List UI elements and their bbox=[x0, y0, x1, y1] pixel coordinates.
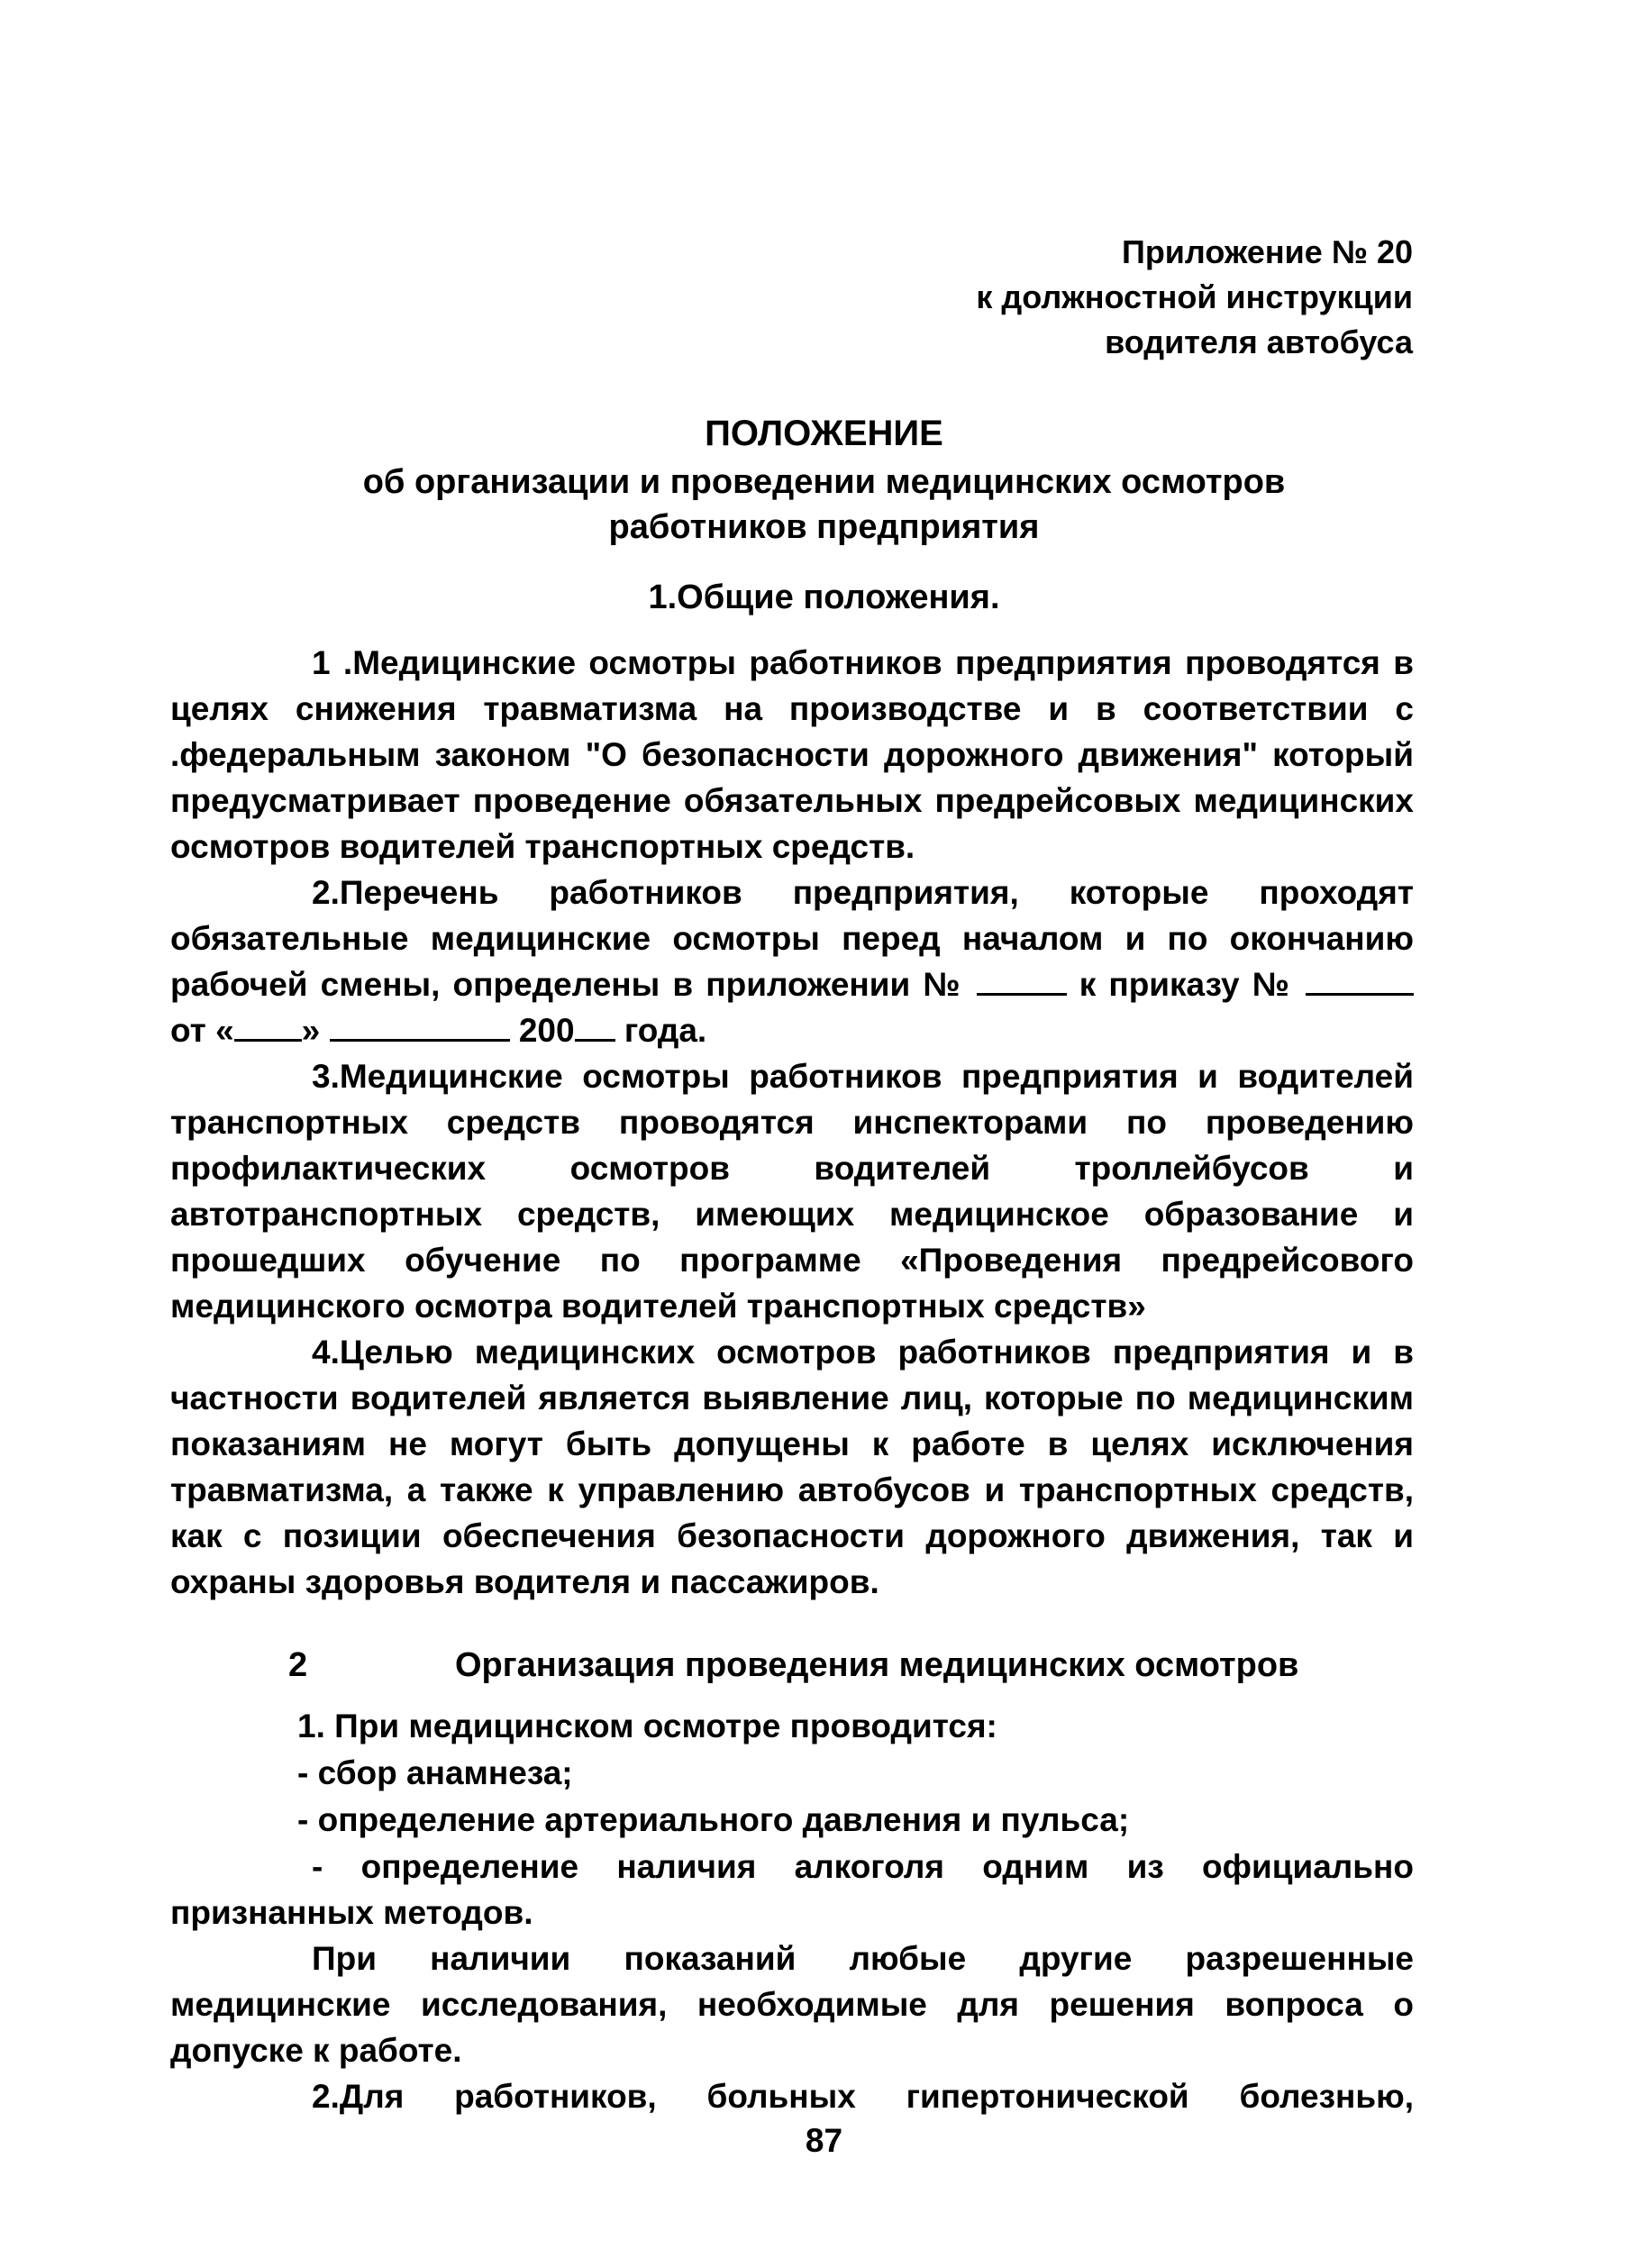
blank-order-number bbox=[1306, 966, 1414, 996]
section-2-body bbox=[170, 1844, 1414, 2119]
section-1-heading: 1.Общие положения. bbox=[648, 578, 1000, 616]
blank-day bbox=[234, 1012, 302, 1042]
paragraph-4: 4.Целью медицинских осмотров работников предприятия и в частности водителей является выявление лиц, которые по медицинским показаниям не могут быть допущены к работе в целях исключения травматизма, а также к управлению автобусов и транспортных средств, как с позиции обеспечения безопасности дорожного движения, так и охраны здоровья водителя и пассажиров. bbox=[170, 1334, 1414, 1600]
section-2-heading: Организация проведения медицинских осмотров bbox=[455, 1646, 1299, 1684]
paragraph-2-text-c: от « bbox=[170, 1012, 234, 1049]
blank-appendix-number bbox=[977, 966, 1067, 996]
appendix-number: Приложение № 20 bbox=[1121, 233, 1413, 270]
section-1-body bbox=[170, 640, 1414, 1605]
list-item-3: - определение артериального давления и пульса; bbox=[297, 1801, 1130, 1838]
paragraph-2-text-f: года. bbox=[624, 1012, 707, 1049]
document-subtitle-1: об организации и проведении медицинских осмотров bbox=[362, 463, 1286, 501]
paragraph-2-text-a: 2.Перечень работников предприятия, которые проходят обязательные медицинские осмотры перед началом и по окончанию рабочей смены, определены в приложении № bbox=[170, 874, 1414, 1003]
appendix-ref: к должностной инструкции bbox=[976, 278, 1413, 315]
paragraph-other-tests: При наличии показаний любые другие разрешенные медицинские исследования, необходимые для решения вопроса о допуске к работе. bbox=[170, 1940, 1414, 2069]
section-2-number: 2 bbox=[288, 1646, 308, 1684]
list-item-1: 1. При медицинском осмотре проводится: bbox=[297, 1708, 997, 1744]
blank-month bbox=[330, 1012, 510, 1042]
page-number: 87 bbox=[805, 2122, 843, 2159]
paragraph-2-text-d: » bbox=[301, 1012, 321, 1049]
list-item-4: - определение наличия алкоголя одним из официально признанных методов. bbox=[170, 1848, 1414, 1931]
blank-year bbox=[575, 1012, 615, 1042]
paragraph-2-start: 2.Для работников, больных гипертонической болезнью, bbox=[312, 2078, 1414, 2115]
paragraph-1: 1 .Медицинские осмотры работников предприятия проводятся в целях снижения травматизма на производстве и в соответствии с .федеральным законом "О безопасности дорожного движения" который предусматривает проведение обязательных предрейсовых медицинских осмотров водителей транспортных средств. bbox=[170, 644, 1414, 865]
paragraph-2 bbox=[170, 870, 1414, 1053]
paragraph-3: 3.Медицинские осмотры работников предприятия и водителей транспортных средств проводятся инспекторами по проведению профилактических осмотров водителей троллейбусов и автотранспортных средств, имеющих медицинское образование и прошедших обучение по программе «Проведения предрейсового медицинского осмотра водителей транспортных средств» bbox=[170, 1058, 1414, 1325]
paragraph-2-text-e: 200 bbox=[518, 1012, 575, 1049]
document-title: ПОЛОЖЕНИЕ bbox=[705, 414, 943, 453]
appendix-position: водителя автобуса bbox=[1105, 323, 1413, 360]
document-subtitle-2: работников предприятия bbox=[608, 508, 1040, 546]
list-item-2: - сбор анамнеза; bbox=[297, 1754, 573, 1791]
paragraph-2-text-b: к приказу № bbox=[1079, 966, 1293, 1003]
